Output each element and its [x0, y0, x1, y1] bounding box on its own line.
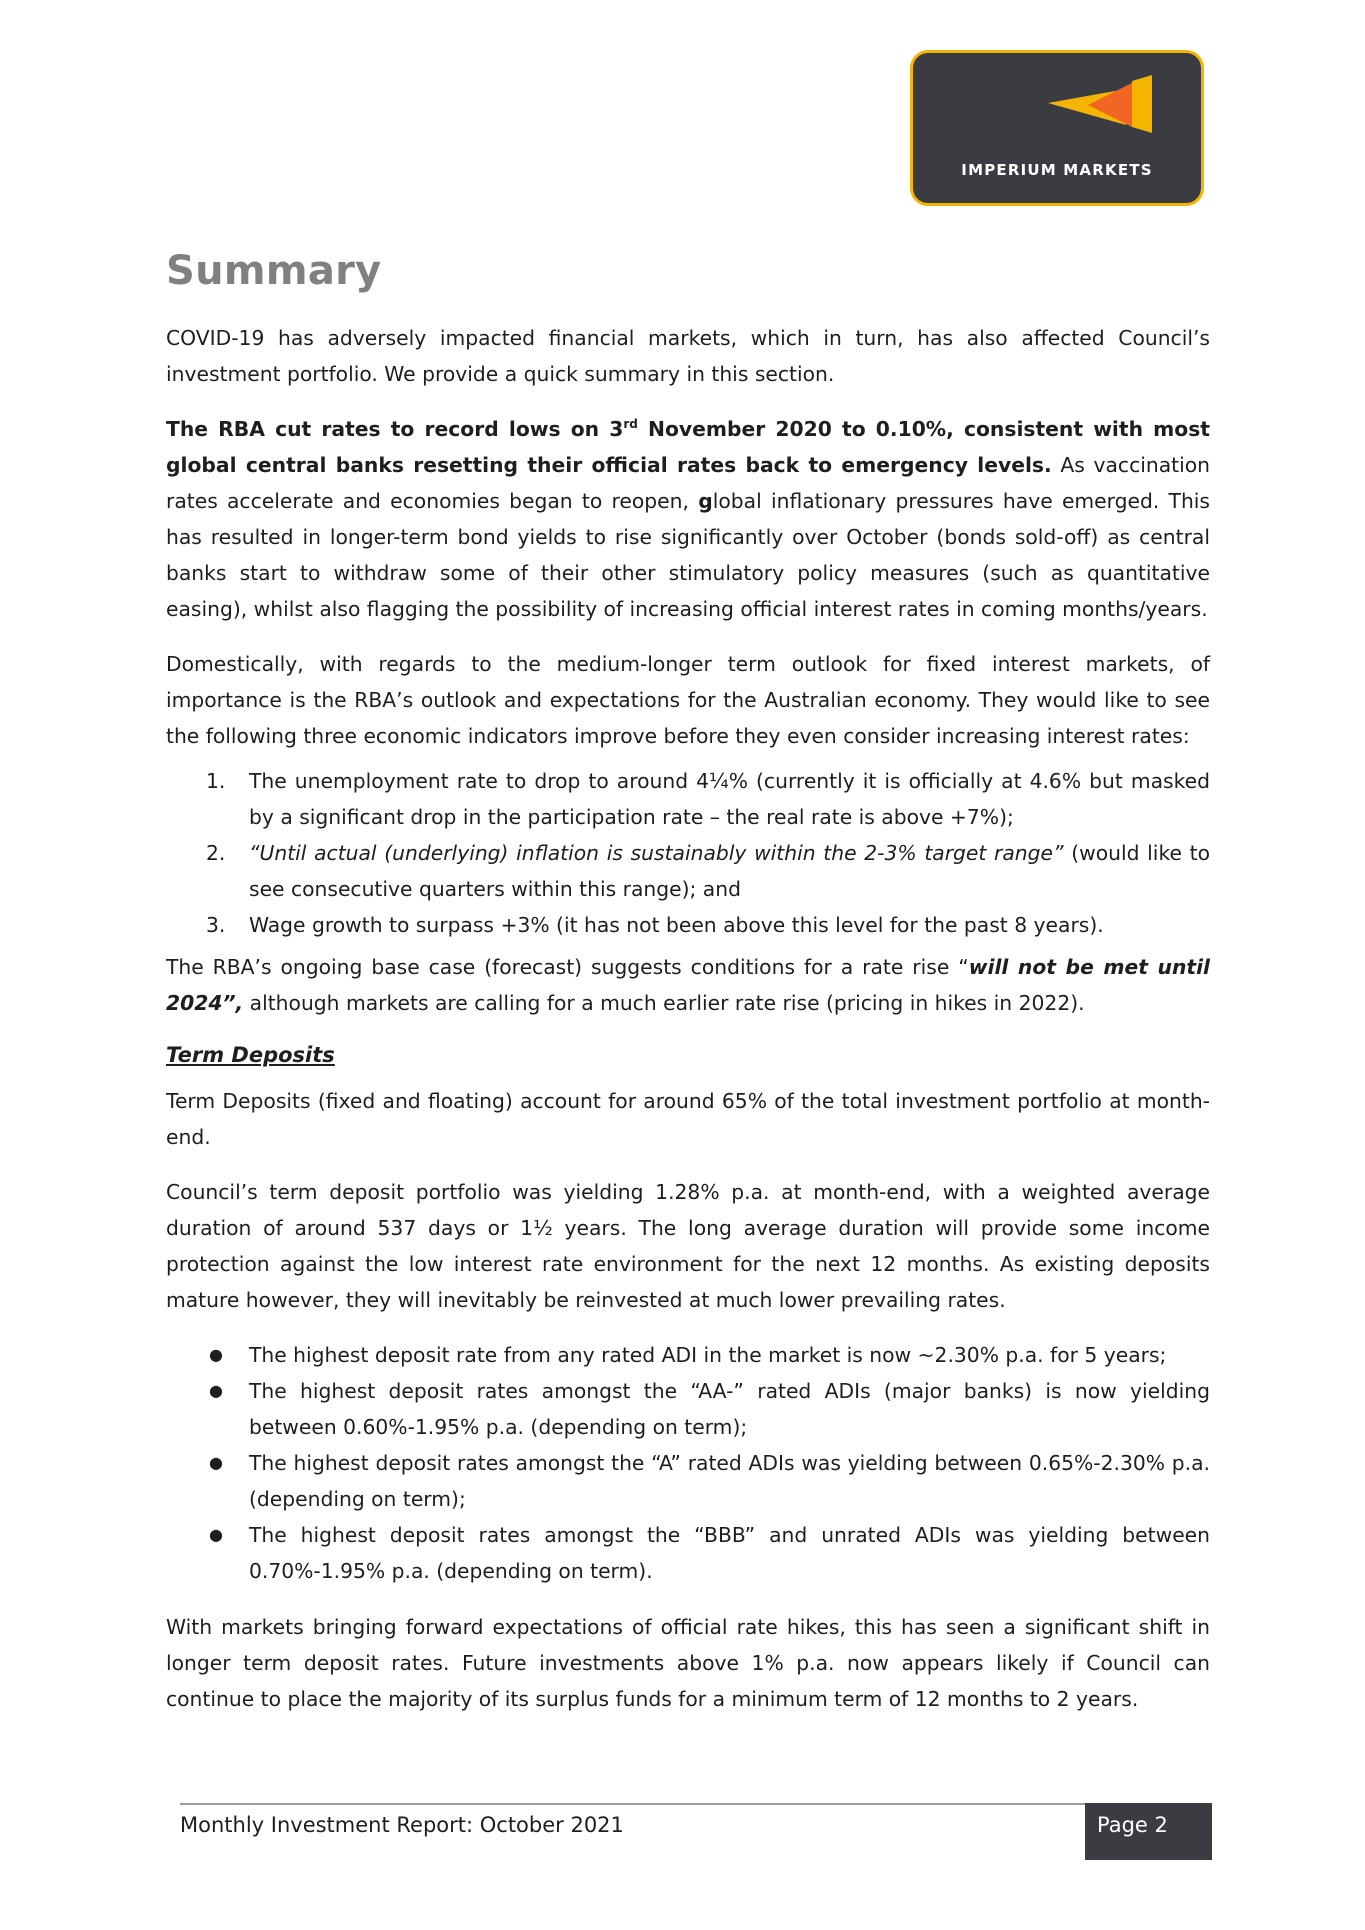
footer-divider — [180, 1803, 1090, 1805]
arrow-flag-icon — [1048, 75, 1168, 155]
term-deposits-share-paragraph: Term Deposits (fixed and floating) account for around 65% of the total investment portfolio at month-end. — [166, 1089, 1210, 1149]
list-item: 2. “Until actual (underlying) inflation is sustainably within the 2-3% target range” (would like to see consecutive quarters within this range); and — [206, 841, 1210, 901]
base-case-paragraph: The RBA’s ongoing base case (forecast) suggests conditions for a rate rise “will not be met until 2024”, although markets are calling for a much earlier rate rise (pricing in hikes in 2022). — [166, 955, 1211, 1015]
list-item: ● The highest deposit rates amongst the “BBB” and unrated ADIs was yielding between 0.70%-1.95% p.a. (depending on term). — [166, 1517, 1210, 1589]
bullet-icon: ● — [209, 1525, 223, 1544]
indicators-list — [166, 763, 1210, 943]
closing-paragraph: With markets bringing forward expectations of official rate hikes, this has seen a significant shift in longer term deposit rates. Future investments above 1% p.a. now appears likely if Council can continue to place the majority of its surplus funds for a minimum term of 12 months to 2 years. — [166, 1615, 1210, 1711]
domestic-paragraph: Domestically, with regards to the medium-longer term outlook for fixed interest markets, of importance is the RBA’s outlook and expectations for the Australian economy. They would like to see the following three economic indicators improve before they even consider increasing interest rates: — [166, 652, 1210, 748]
bullet-icon: ● — [209, 1453, 223, 1472]
list-item: 3. Wage growth to surpass +3% (it has not been above this level for the past 8 years). — [206, 913, 1104, 937]
list-item: ● The highest deposit rates amongst the “AA-” rated ADIs (major banks) is now yielding between 0.60%-1.95% p.a. (depending on term); — [166, 1373, 1210, 1445]
list-item: ● The highest deposit rate from any rated ADI in the market is now ~2.30% p.a. for 5 years; — [166, 1337, 1210, 1373]
term-deposits-yield-paragraph: Council’s term deposit portfolio was yielding 1.28% p.a. at month-end, with a weighted average duration of around 537 days or 1½ years. The long average duration will provide some income protection against the low interest rate environment for the next 12 months. As existing deposits mature however, they will inevitably be reinvested at much lower prevailing rates. — [166, 1180, 1210, 1312]
main-content — [166, 248, 1210, 1736]
intro-paragraph: COVID-19 has adversely impacted financial markets, which in turn, has also affected Council’s investment portfolio. We provide a quick summary in this section. — [166, 326, 1210, 386]
list-item: 1. The unemployment rate to drop to around 4¼% (currently it is officially at 4.6% but masked by a significant drop in the participation rate – the real rate is above +7%); — [206, 769, 1210, 829]
rba-bold-lead: The RBA cut rates to record lows on 3rd November 2020 to 0.10%, consistent with most global central banks resetting their official rates back to emergency levels. — [166, 417, 1210, 477]
bullet-icon: ● — [209, 1381, 223, 1400]
imperium-markets-logo — [910, 50, 1204, 206]
bullet-icon: ● — [209, 1345, 223, 1364]
rba-paragraph: The RBA cut rates to record lows on 3rd November 2020 to 0.10%, consistent with most global central banks resetting their official rates back to emergency levels. As vaccination rates accelerate and economies began to reopen, global inflationary pressures have emerged. This has resulted in longer-term bond yields to rise significantly over October (bonds sold-off) as central banks start to withdraw some of their other stimulatory policy measures (such as quantitative easing), whilst also flagging the possibility of increasing official interest rates in coming months/years. — [166, 417, 1210, 621]
logo-wordmark: IMPERIUM MARKETS — [961, 161, 1153, 179]
list-item: ● The highest deposit rates amongst the “A” rated ADIs was yielding between 0.65%-2.30% p.a. (depending on term); — [166, 1445, 1210, 1517]
footer-report-title: Monthly Investment Report: October 2021 — [180, 1813, 624, 1837]
term-deposits-heading: Term Deposits — [166, 1043, 335, 1067]
deposit-rates-list — [166, 1337, 1210, 1589]
page-title: Summary — [166, 248, 382, 294]
page-number: Page 2 — [1085, 1803, 1212, 1860]
